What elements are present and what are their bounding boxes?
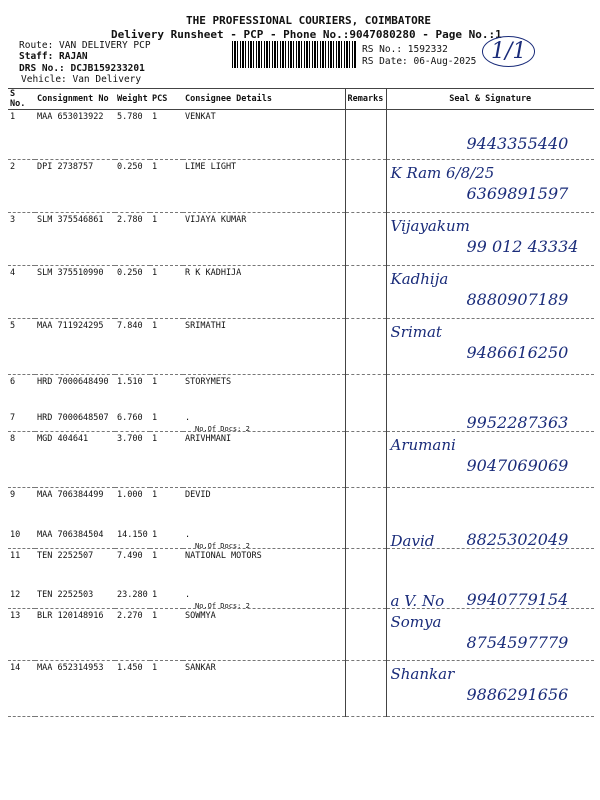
row-pcs: 1 — [150, 528, 183, 549]
handwritten-signature: Arumani — [390, 436, 456, 454]
row-sno: 10 — [8, 528, 35, 549]
row-remarks — [345, 528, 386, 549]
row-pcs: 1 — [150, 110, 183, 160]
row-remarks — [345, 661, 386, 717]
row-consignment: MAA 652314953 — [35, 661, 115, 717]
vehicle-label: Vehicle: Van Delivery — [21, 74, 142, 85]
row-consignee: ARIVHMANI — [183, 432, 345, 488]
handwritten-phone: 99 012 43334 — [466, 237, 579, 256]
runsheet-title: Delivery Runsheet - PCP - Phone No.:9047080280 - Page No.:1 — [111, 28, 502, 41]
row-sno: 4 — [8, 266, 35, 319]
drs-number: DRS No.: DCJB159233201 — [19, 63, 145, 74]
row-signature — [386, 411, 594, 432]
row-sno: 2 — [8, 160, 35, 213]
row-signature — [386, 609, 594, 661]
handwritten-signature: David — [390, 532, 435, 550]
row-consignment: DPI 2738757 — [35, 160, 115, 213]
handwritten-phone: 8880907189 — [466, 290, 569, 309]
row-remarks — [345, 488, 386, 529]
route-label: Route: VAN DELIVERY PCP — [19, 40, 151, 51]
row-remarks — [345, 375, 386, 412]
row-sno: 5 — [8, 319, 35, 375]
row-signature — [386, 375, 594, 412]
row-pcs: 1 — [150, 588, 183, 609]
col-signature: Seal & Signature — [386, 89, 594, 110]
row-consignment: BLR 120148916 — [35, 609, 115, 661]
handwritten-phone: 9443355440 — [466, 134, 569, 153]
row-weight: 2.780 — [115, 213, 150, 266]
row-remarks — [345, 213, 386, 266]
handwritten-signature: Shankar — [390, 665, 455, 683]
handwritten-phone: 6369891597 — [466, 184, 569, 203]
row-signature — [386, 319, 594, 375]
table-row — [8, 488, 594, 529]
handwritten-signature: Kadhija — [390, 270, 449, 288]
table-row — [8, 160, 594, 213]
handwritten-signature: Somya — [390, 613, 442, 631]
row-pcs: 1 — [150, 266, 183, 319]
row-consignment: MAA 706384499 — [37, 490, 104, 500]
rs-number: RS No.: 1592332 — [362, 44, 448, 55]
row-signature — [386, 661, 594, 717]
row-consignment: TEN 2252507 — [37, 551, 94, 561]
row-sno: 14 — [8, 661, 35, 717]
row-remarks — [345, 549, 386, 589]
handwritten-signature: a V. No — [390, 592, 445, 610]
table-row — [8, 609, 594, 661]
col-weight: Weight — [115, 89, 150, 110]
row-signature — [386, 160, 594, 213]
row-remarks — [345, 588, 386, 609]
row-pcs: 1 — [152, 551, 158, 561]
col-pcs: PCS — [150, 89, 183, 110]
row-pcs: 1 — [150, 432, 183, 488]
handwritten-phone: 9886291656 — [466, 685, 569, 704]
row-pcs: 1 — [150, 661, 183, 717]
row-weight: 0.250 — [115, 266, 150, 319]
row-sno: 8 — [8, 432, 35, 488]
row-consignee: . No.Of Docs: 2 — [183, 588, 345, 609]
row-signature — [386, 528, 594, 549]
row-consignee: STORYMETS — [185, 377, 232, 387]
row-sno: 11 — [10, 551, 21, 561]
row-consignee: VIJAYA KUMAR — [183, 213, 345, 266]
row-consignment: HRD 7000648490 — [37, 377, 109, 387]
row-weight: 5.780 — [115, 110, 150, 160]
row-consignee: . No.Of Docs: 2 — [183, 411, 345, 432]
handwritten-phone: 8754597779 — [466, 633, 569, 652]
col-consignment: Consignment No — [35, 89, 115, 110]
col-consignee: Consignee Details — [183, 89, 345, 110]
table-row — [8, 588, 594, 609]
row-signature — [386, 549, 594, 589]
row-pcs: 1 — [150, 609, 183, 661]
row-consignment: SLM 375510990 — [35, 266, 115, 319]
row-consignee: R K KADHIJA — [183, 266, 345, 319]
table-row — [8, 528, 594, 549]
row-consignment: MAA 653013922 — [35, 110, 115, 160]
row-weight: 3.700 — [115, 432, 150, 488]
row-signature — [386, 488, 594, 529]
table-row — [8, 213, 594, 266]
rs-date: RS Date: 06-Aug-2025 — [362, 56, 477, 67]
runsheet-table — [8, 88, 594, 717]
table-row — [8, 549, 594, 589]
row-pcs: 1 — [152, 490, 158, 500]
row-consignment: TEN 2252503 — [35, 588, 115, 609]
row-weight: 23.280 — [115, 588, 150, 609]
row-remarks — [345, 411, 386, 432]
row-consignment: MAA 706384504 — [35, 528, 115, 549]
row-consignment: HRD 7000648507 — [35, 411, 115, 432]
row-remarks — [345, 266, 386, 319]
company-title: THE PROFESSIONAL COURIERS, COIMBATORE — [186, 14, 432, 27]
table-row — [8, 432, 594, 488]
handwritten-phone: 9940779154 — [466, 590, 569, 609]
row-weight: 7.490 — [117, 551, 143, 561]
row-remarks — [345, 319, 386, 375]
row-sno: 13 — [8, 609, 35, 661]
col-sno: S No. — [8, 89, 35, 110]
row-consignee: . No.Of Docs: 2 — [183, 528, 345, 549]
docs-count: No.Of Docs: 2 — [195, 542, 250, 550]
row-pcs: 1 — [150, 160, 183, 213]
handwritten-phone: 9047069069 — [466, 456, 569, 475]
row-sno: 9 — [10, 490, 16, 500]
handwritten-phone: 9952287363 — [466, 413, 569, 432]
row-weight: 7.840 — [115, 319, 150, 375]
table-row — [8, 266, 594, 319]
row-weight: 6.760 — [115, 411, 150, 432]
row-consignment: MAA 711924295 — [35, 319, 115, 375]
row-weight: 1.510 — [117, 377, 143, 387]
row-signature — [386, 432, 594, 488]
row-weight: 1.000 — [117, 490, 143, 500]
handwritten-signature: K Ram 6/8/25 — [390, 164, 495, 182]
row-consignee: SRIMATHI — [183, 319, 345, 375]
row-sno: 6 — [10, 377, 16, 387]
row-consignee: VENKAT — [183, 110, 345, 160]
row-signature — [386, 213, 594, 266]
row-consignment: SLM 375546861 — [35, 213, 115, 266]
row-remarks — [345, 609, 386, 661]
handwritten-signature: Srimat — [390, 323, 442, 341]
row-remarks — [345, 110, 386, 160]
row-consignee: SOWMYA — [183, 609, 345, 661]
row-signature — [386, 588, 594, 609]
row-sno: 7 — [8, 411, 35, 432]
row-pcs: 1 — [152, 377, 158, 387]
row-signature — [386, 110, 594, 160]
handwritten-phone: 8825302049 — [466, 530, 569, 549]
docs-count: No.Of Docs: 2 — [195, 602, 250, 610]
col-remarks: Remarks — [345, 89, 386, 110]
row-remarks — [345, 160, 386, 213]
row-consignee: NATIONAL MOTORS — [185, 551, 262, 561]
row-consignee: LIME LIGHT — [183, 160, 345, 213]
handwritten-phone: 9486616250 — [466, 343, 569, 362]
table-row — [8, 411, 594, 432]
row-consignment: MGD 404641 — [35, 432, 115, 488]
row-consignee: DEVID — [185, 490, 211, 500]
row-pcs: 1 — [150, 319, 183, 375]
table-row — [8, 110, 594, 160]
barcode — [232, 41, 357, 68]
staff-label: Staff: RAJAN — [19, 51, 88, 62]
row-weight: 1.450 — [115, 661, 150, 717]
row-sno: 3 — [8, 213, 35, 266]
row-signature — [386, 266, 594, 319]
row-pcs: 1 — [150, 213, 183, 266]
handwritten-signature: Vijayakum — [390, 217, 470, 235]
page-mark-handwritten: 1/1 — [482, 36, 535, 67]
row-sno: 1 — [8, 110, 35, 160]
row-consignee: SANKAR — [183, 661, 345, 717]
table-row — [8, 661, 594, 717]
row-weight: 0.250 — [115, 160, 150, 213]
table-row — [8, 375, 594, 412]
row-sno: 12 — [8, 588, 35, 609]
table-header — [8, 89, 594, 110]
row-weight: 14.150 — [115, 528, 150, 549]
docs-count: No.Of Docs: 2 — [195, 425, 250, 433]
row-weight: 2.270 — [115, 609, 150, 661]
row-pcs: 1 — [150, 411, 183, 432]
row-remarks — [345, 432, 386, 488]
table-row — [8, 319, 594, 375]
